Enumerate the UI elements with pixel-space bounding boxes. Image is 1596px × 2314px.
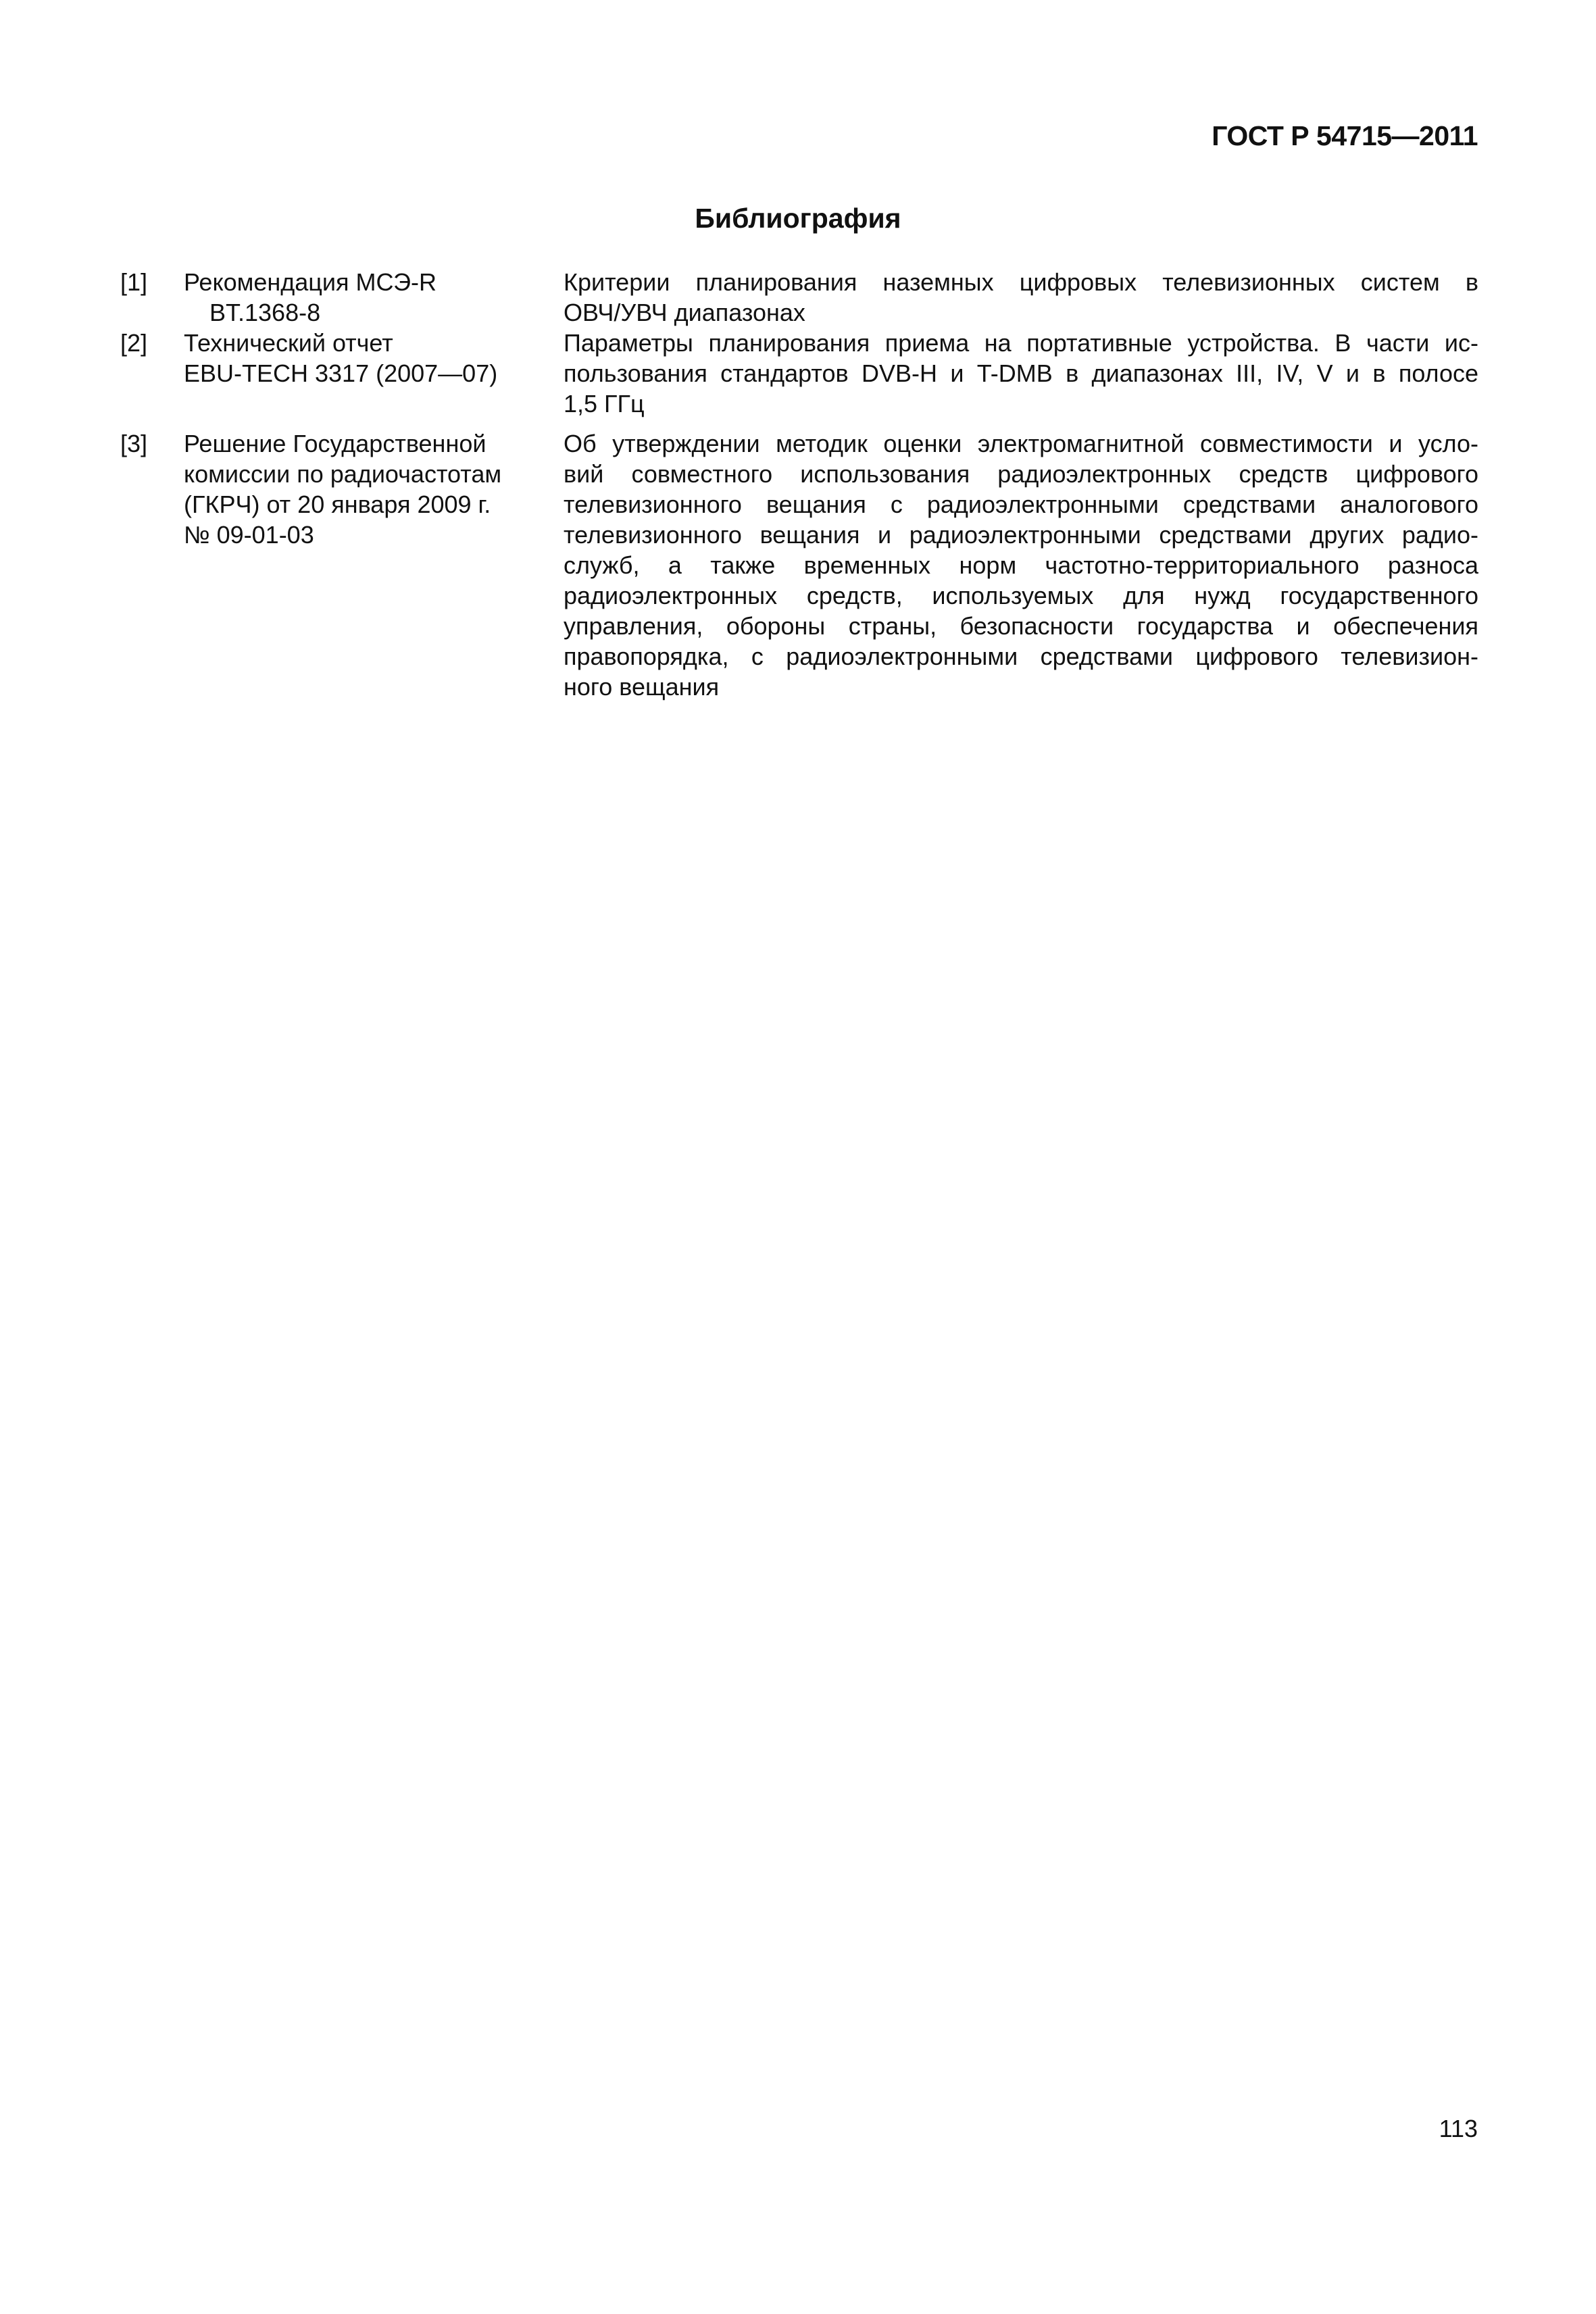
entry-source-line: BT.1368-8 [209, 299, 321, 326]
bibliography-entry-3 [120, 428, 1478, 702]
entry-description-line: Об утверждении методик оценки электромагнитной совместимости и усло- [564, 430, 1478, 457]
standard-code: ГОСТ Р 54715—2011 [1212, 120, 1478, 151]
entry-description-line: Параметры планирования приема на портативные устройства. В части ис- [564, 329, 1478, 357]
entry-description-line: служб, а также временных норм частотно-территориального разноса [564, 551, 1478, 579]
entry-source [184, 267, 564, 328]
bibliography-entry-2 [120, 328, 1478, 419]
entry-description-line: ОВЧ/УВЧ диапазонах [564, 299, 805, 326]
entry-number: [1] [120, 268, 148, 296]
entry-source-line: Технический отчет [184, 329, 393, 357]
entry-description [564, 267, 1478, 328]
entry-description-line: правопорядка, с радиоэлектронными средствами цифрового телевизион- [564, 643, 1478, 670]
bibliography-list [120, 267, 1478, 702]
entry-source-line: Решение Государственной [184, 430, 487, 457]
page-number: 113 [1439, 2115, 1478, 2142]
entry-description-line: ного вещания [564, 673, 720, 701]
entry-description-line: телевизионного вещания с радиоэлектронными средствами аналогового [564, 491, 1478, 518]
entry-source-line: Рекомендация МСЭ-R [184, 268, 437, 296]
entry-description-line: Критерии планирования наземных цифровых телевизионных систем в [564, 268, 1478, 296]
entry-description-line: вий совместного использования радиоэлектронных средств цифрового [564, 460, 1478, 488]
entry-description-line: телевизионного вещания и радиоэлектронными средствами других радио- [564, 521, 1478, 549]
entry-source-line: (ГКРЧ) от 20 января 2009 г. [184, 491, 491, 518]
page-title: Библиография [695, 203, 901, 234]
entry-description-line: радиоэлектронных средств, используемых для нужд государственного [564, 582, 1478, 609]
entry-description-line: пользования стандартов DVB-H и T-DMB в диапазонах III, IV, V и в полосе [564, 359, 1478, 387]
entry-number: [2] [120, 329, 148, 357]
entry-source-line: комиссии по радиочастотам [184, 460, 502, 488]
entry-description-line: 1,5 ГГц [564, 390, 645, 418]
entry-description [564, 428, 1478, 702]
entry-number: [3] [120, 430, 148, 457]
entry-description-line: управления, обороны страны, безопасности государства и обеспечения [564, 612, 1478, 640]
entry-source-line: EBU-TECH 3317 (2007—07) [184, 359, 498, 387]
bibliography-entry-1 [120, 267, 1478, 328]
entry-source [184, 328, 564, 388]
entry-source [184, 428, 564, 550]
entry-description [564, 328, 1478, 419]
entry-source-line: № 09-01-03 [184, 521, 314, 549]
